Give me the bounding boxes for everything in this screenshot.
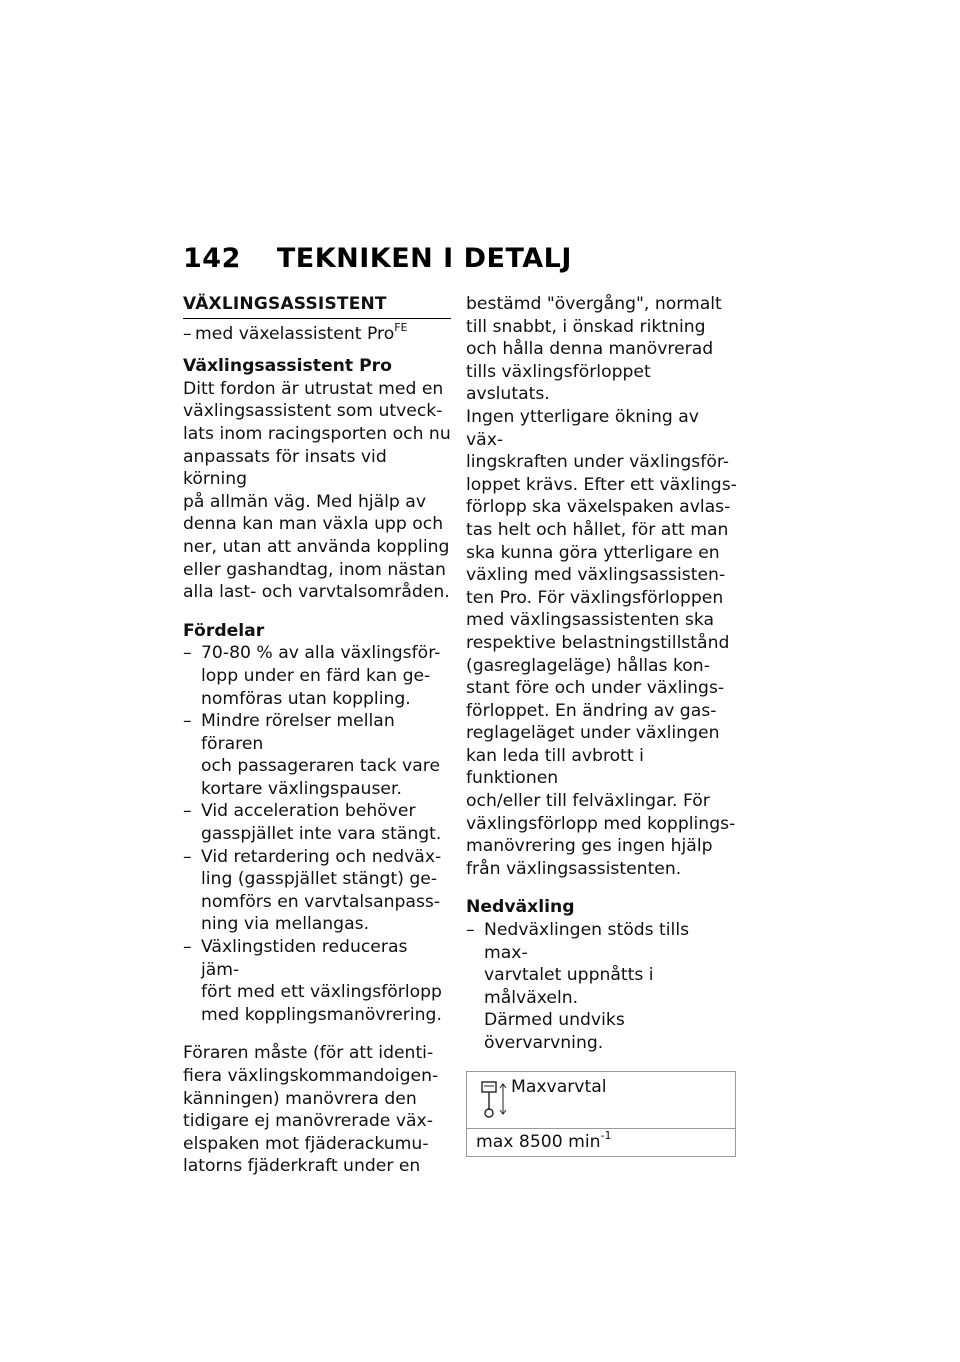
list-item: [183, 642, 451, 710]
list-item-line: ning via mellangas.: [201, 914, 370, 935]
intro-line: lats inom racingsporten och nu: [183, 423, 451, 444]
continued-line: från växlingsassistenten.: [466, 858, 682, 879]
closing-line: tidigare ej manövrerade väx-: [183, 1111, 433, 1132]
list-item-line: – Mindre rörelser mellan föraren: [201, 711, 395, 754]
continued-line: lingskraften under växlingsför-: [466, 452, 729, 473]
list-item-line: varvtalet uppnåtts i målväxeln.: [484, 965, 654, 1008]
subheading-shift-assistant: Växlingsassistent Pro: [183, 356, 392, 377]
continued-line: med växlingsassistenten ska: [466, 610, 715, 631]
intro-line: denna kan man växla upp och: [183, 514, 444, 535]
spec-value: [467, 1129, 735, 1157]
continued-line: bestämd "övergång", normalt: [466, 294, 722, 314]
intro-line: alla last- och varvtalsområden.: [183, 582, 450, 603]
continued-line: manövrering ges ingen hjälp: [466, 836, 713, 857]
list-item-line: – 70-80 % av alla växlingsför-: [201, 643, 441, 664]
equipment-note-text: med växelassistent Pro: [195, 323, 395, 344]
page-number: 142: [183, 243, 241, 274]
list-item-line: och passageraren tack vare: [201, 756, 441, 777]
subheading-advantages: Fördelar: [183, 620, 265, 641]
list-item: [183, 936, 451, 1026]
intro-line: anpassats för insats vid körning: [183, 446, 387, 490]
engine-piston-icon: [467, 1072, 511, 1128]
continued-line: förloppet. En ändring av gas-: [466, 700, 717, 721]
list-item-line: gasspjället inte vara stängt.: [201, 824, 442, 845]
intro-line: eller gashandtag, inom nästan: [183, 559, 446, 580]
left-column: [183, 293, 451, 1178]
advantages-list: [183, 642, 451, 1026]
continued-line: ska kunna göra ytterligare en: [466, 542, 720, 563]
list-item-line: lopp under en färd kan ge-: [201, 665, 431, 686]
section-title: VÄXLINGSASSISTENT: [183, 293, 451, 319]
closing-line: elspaken mot fjäderackumu-: [183, 1133, 429, 1154]
list-item-line: – Vid retardering och nedväx-: [201, 846, 442, 867]
list-item-line: ling (gasspjället stängt) ge-: [201, 869, 438, 890]
spec-value-text: max 8500 min: [476, 1131, 601, 1152]
downshift-list: [466, 919, 738, 1055]
continued-line: Ingen ytterligare ökning av väx-: [466, 406, 699, 450]
continued-line: tas helt och hållet, för att man: [466, 519, 729, 540]
continued-line: och/eller till felväxlingar. För: [466, 791, 710, 812]
list-item: [183, 800, 451, 845]
list-item-line: fört med ett växlingsförlopp: [201, 982, 442, 1003]
continued-paragraph: [466, 293, 738, 880]
list-item-line: – Nedväxlingen stöds tills max-: [484, 920, 690, 963]
subheading-downshift: Nedväxling: [466, 897, 575, 918]
intro-line: växlingsassistent som utveck-: [183, 401, 443, 422]
intro-line: ner, utan att använda koppling: [183, 536, 450, 557]
closing-paragraph: [183, 1042, 451, 1178]
list-item-line: med kopplingsmanövrering.: [201, 1004, 442, 1025]
continued-line: kan leda till avbrott i funktionen: [466, 745, 644, 789]
list-item: [466, 919, 738, 1055]
list-item-line: nomförs en varvtalsanpass-: [201, 891, 441, 912]
intro-paragraph: [183, 378, 451, 604]
equipment-note: [183, 320, 451, 346]
list-item-line: kortare växlingspauser.: [201, 778, 402, 799]
list-item-line: – Vid acceleration behöver: [201, 801, 416, 822]
list-item-line: – Växlingstiden reduceras jäm-: [201, 937, 408, 980]
spec-table: [466, 1071, 736, 1158]
closing-line: Föraren måste (för att identi-: [183, 1043, 434, 1064]
continued-line: och hålla denna manövrerad: [466, 339, 714, 360]
closing-line: känningen) manövrera den: [183, 1088, 417, 1109]
page-header: [183, 243, 572, 274]
continued-line: ten Pro. För växlingsförloppen: [466, 587, 724, 608]
continued-line: (gasreglageläge) hållas kon-: [466, 655, 710, 676]
closing-line: latorns fjäderkraft under en: [183, 1156, 421, 1177]
spec-label: Maxvarvtal: [511, 1076, 607, 1097]
continued-line: förlopp ska växelspaken avlas-: [466, 497, 731, 518]
continued-line: reglageläget under växlingen: [466, 723, 720, 744]
continued-line: till snabbt, i önskad riktning: [466, 316, 706, 337]
intro-line: på allmän väg. Med hjälp av: [183, 491, 426, 512]
continued-line: växling med växlingsassisten-: [466, 565, 726, 586]
list-item: [183, 710, 451, 800]
continued-line: tills växlingsförloppet avslutats.: [466, 361, 651, 405]
list-item: [183, 846, 451, 936]
spec-unit-exponent: -1: [600, 1128, 612, 1142]
closing-line: fiera växlingskommandoigen-: [183, 1066, 439, 1086]
continued-line: respektive belastningstillstånd: [466, 632, 730, 653]
intro-line: Ditt fordon är utrustat med en: [183, 378, 444, 399]
list-item-line: nomföras utan koppling.: [201, 688, 411, 709]
equipment-code: FE: [394, 320, 408, 334]
chapter-title: TEKNIKEN I DETALJ: [276, 243, 572, 274]
right-column: [466, 293, 738, 1157]
list-item-line: Därmed undviks övervarvning.: [484, 1010, 625, 1053]
continued-line: loppet krävs. Efter ett växlings-: [466, 474, 737, 495]
continued-line: stant före och under växlings-: [466, 678, 725, 699]
continued-line: växlingsförlopp med kopplings-: [466, 813, 736, 834]
